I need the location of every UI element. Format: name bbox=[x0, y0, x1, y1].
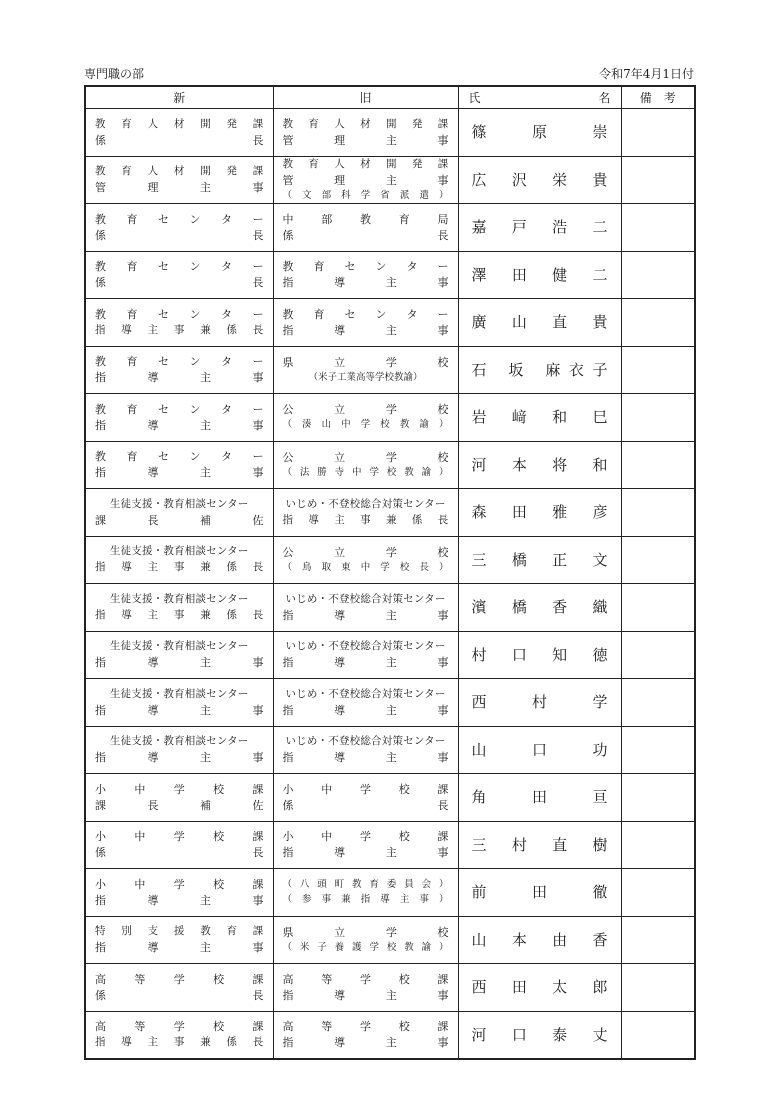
new-cell bbox=[85, 869, 273, 917]
table-row bbox=[85, 726, 695, 774]
name-cell bbox=[458, 251, 621, 299]
col-header-name bbox=[458, 86, 621, 109]
table-row bbox=[85, 299, 695, 347]
new-cell bbox=[85, 679, 273, 727]
new-cell-content bbox=[86, 830, 273, 859]
new-cell-content bbox=[86, 925, 273, 954]
position-line: 指 導 主 事 bbox=[95, 941, 264, 955]
position-line: 生徒支援・教育相談センター bbox=[109, 497, 249, 510]
position-line: （ 法 勝 寺 中 学 校 教 諭 ） bbox=[282, 466, 449, 478]
table-row bbox=[85, 869, 695, 917]
old-cell-content bbox=[274, 688, 458, 717]
new-cell-content bbox=[86, 783, 273, 812]
name-cell bbox=[458, 1011, 621, 1059]
old-cell-content bbox=[274, 830, 458, 859]
name-cell-content bbox=[459, 787, 621, 807]
position-line: 高 等 学 校 課 bbox=[282, 1020, 449, 1034]
person-name: 石 坂 麻衣子 bbox=[471, 360, 608, 379]
position-line: 中 部 教 育 局 bbox=[282, 212, 449, 226]
name-cell bbox=[458, 584, 621, 632]
position-line: 小 中 学 校 課 bbox=[95, 782, 264, 796]
position-line: 教 育 人 材 開 発 課 bbox=[95, 165, 264, 178]
old-cell-content bbox=[274, 451, 458, 479]
new-cell bbox=[85, 584, 273, 632]
person-name: 山 本 由 香 bbox=[471, 930, 608, 949]
new-cell bbox=[85, 631, 273, 679]
position-line: 指 導 主 事 兼 係 長 bbox=[95, 323, 264, 336]
new-cell bbox=[85, 251, 273, 299]
remarks-cell bbox=[621, 964, 695, 1012]
remarks-cell bbox=[621, 109, 695, 157]
person-name: 嘉 戸 浩 二 bbox=[471, 218, 608, 237]
old-cell bbox=[273, 441, 458, 489]
remarks-cell bbox=[621, 821, 695, 869]
new-cell bbox=[85, 964, 273, 1012]
personnel-table bbox=[84, 85, 696, 1060]
position-line: （ 鳥 取 東 中 学 校 長 ） bbox=[282, 561, 449, 573]
page-title: 専門職の部 bbox=[84, 67, 145, 81]
table-row bbox=[85, 441, 695, 489]
position-line: 高 等 学 校 課 bbox=[95, 972, 264, 986]
name-cell-content bbox=[459, 407, 621, 427]
person-name: 河 本 将 和 bbox=[471, 455, 608, 474]
position-line: 高 等 学 校 課 bbox=[95, 1020, 264, 1034]
person-name: 前 田 徹 bbox=[471, 883, 608, 902]
name-cell bbox=[458, 916, 621, 964]
position-line: 指 導 主 事 bbox=[282, 608, 449, 622]
person-name: 角 田 亘 bbox=[471, 788, 608, 807]
position-line: 小 中 学 校 課 bbox=[95, 830, 264, 844]
new-cell bbox=[85, 346, 273, 394]
remarks-cell bbox=[621, 536, 695, 584]
position-line: 指 導 主 事 兼 係 長 bbox=[95, 1036, 264, 1049]
table-row bbox=[85, 489, 695, 537]
col-header-remarks bbox=[621, 86, 695, 109]
table-row bbox=[85, 346, 695, 394]
new-cell-content bbox=[86, 735, 273, 764]
position-line: 教 育 セ ン タ ー bbox=[95, 402, 264, 416]
name-cell bbox=[458, 394, 621, 442]
position-line: 指 導 主 事 bbox=[95, 466, 264, 480]
position-line: 教 育 セ ン タ ー bbox=[95, 450, 264, 464]
name-cell-content bbox=[459, 930, 621, 950]
table-row bbox=[85, 584, 695, 632]
document-header bbox=[84, 66, 694, 82]
position-line: （米子工業高等学校教諭） bbox=[308, 371, 423, 383]
new-cell bbox=[85, 299, 273, 347]
old-cell bbox=[273, 679, 458, 727]
new-cell bbox=[85, 204, 273, 252]
position-line: 公 立 学 校 bbox=[282, 545, 449, 559]
old-cell bbox=[273, 1011, 458, 1059]
person-name: 濱 橋 香 織 bbox=[471, 598, 608, 617]
remarks-cell bbox=[621, 489, 695, 537]
old-cell-content bbox=[274, 260, 458, 289]
position-line: 教 育 セ ン タ ー bbox=[95, 307, 264, 321]
new-cell-content bbox=[86, 118, 273, 147]
old-cell-content bbox=[274, 308, 458, 337]
name-cell-content bbox=[459, 122, 621, 142]
old-cell-content bbox=[274, 735, 458, 764]
position-line: 生徒支援・教育相談センター bbox=[109, 545, 249, 558]
new-cell bbox=[85, 1011, 273, 1059]
old-cell-content bbox=[274, 1020, 458, 1049]
old-cell-content bbox=[274, 640, 458, 669]
name-cell-content bbox=[459, 835, 621, 855]
table-row bbox=[85, 251, 695, 299]
position-line: 係 長 bbox=[95, 133, 264, 147]
old-cell bbox=[273, 869, 458, 917]
position-line: 教 育 人 材 開 発 課 bbox=[95, 117, 264, 130]
position-line: 公 立 学 校 bbox=[282, 450, 449, 464]
name-cell bbox=[458, 726, 621, 774]
position-line: いじめ・不登校総合対策センター bbox=[285, 735, 446, 748]
name-cell-content bbox=[459, 882, 621, 902]
position-line: 管 理 主 事 bbox=[95, 181, 264, 195]
position-line: 小 中 学 校 課 bbox=[95, 877, 264, 891]
old-cell-content bbox=[274, 783, 458, 812]
name-cell bbox=[458, 156, 621, 204]
name-cell bbox=[458, 679, 621, 727]
position-line: 特 別 支 援 教 育 課 bbox=[95, 925, 264, 938]
position-line: （ 文 部 科 学 省 派 遣 ） bbox=[282, 189, 449, 201]
name-cell-content bbox=[459, 740, 621, 760]
position-line: 指 導 主 事 bbox=[282, 276, 449, 290]
position-line: 係 長 bbox=[282, 228, 449, 242]
position-line: （ 参 事 兼 指 導 主 事 ） bbox=[282, 893, 449, 905]
position-line: 指 導 主 事 bbox=[282, 988, 449, 1002]
old-cell-content bbox=[274, 118, 458, 147]
new-cell-content bbox=[86, 213, 273, 242]
remarks-cell bbox=[621, 584, 695, 632]
position-line: 指 導 主 事 bbox=[95, 893, 264, 907]
table-row bbox=[85, 631, 695, 679]
name-cell bbox=[458, 869, 621, 917]
remarks-cell bbox=[621, 299, 695, 347]
new-cell bbox=[85, 156, 273, 204]
position-line: いじめ・不登校総合対策センター bbox=[285, 497, 446, 510]
position-line: 教 育 人 材 開 発 課 bbox=[282, 117, 449, 130]
person-name: 三 村 直 樹 bbox=[471, 835, 608, 854]
old-cell-content bbox=[274, 546, 458, 574]
name-cell bbox=[458, 204, 621, 252]
position-line: 係 長 bbox=[95, 988, 264, 1002]
position-line: 指 導 主 事 bbox=[95, 703, 264, 717]
remarks-cell bbox=[621, 204, 695, 252]
position-line: 小 中 学 校 課 bbox=[282, 782, 449, 796]
new-cell bbox=[85, 536, 273, 584]
position-line: 生徒支援・教育相談センター bbox=[109, 687, 249, 700]
name-cell bbox=[458, 964, 621, 1012]
position-line: 指 導 主 事 兼 係 長 bbox=[95, 561, 264, 574]
position-line: 係 長 bbox=[95, 228, 264, 242]
person-name: 篠 原 崇 bbox=[471, 123, 608, 142]
name-cell bbox=[458, 631, 621, 679]
name-cell-content bbox=[459, 1025, 621, 1045]
new-cell bbox=[85, 726, 273, 774]
position-line: 小 中 学 校 課 bbox=[282, 830, 449, 844]
name-cell bbox=[458, 441, 621, 489]
position-line: 指 導 主 事 bbox=[95, 656, 264, 670]
position-line: 教 育 セ ン タ ー bbox=[282, 307, 449, 321]
name-cell-content bbox=[459, 312, 621, 332]
position-line: 指 導 主 事 bbox=[95, 418, 264, 432]
old-cell bbox=[273, 631, 458, 679]
position-line: 教 育 セ ン タ ー bbox=[282, 260, 449, 274]
position-line: 係 長 bbox=[95, 276, 264, 290]
position-line: 課 長 補 佐 bbox=[95, 798, 264, 812]
old-cell-content bbox=[274, 926, 458, 954]
name-cell-content bbox=[459, 645, 621, 665]
table-row bbox=[85, 394, 695, 442]
position-line: いじめ・不登校総合対策センター bbox=[285, 640, 446, 653]
col-header-new bbox=[85, 86, 273, 109]
date-label: 令和7年4月1日付 bbox=[599, 67, 694, 81]
table-row bbox=[85, 204, 695, 252]
old-cell bbox=[273, 536, 458, 584]
remarks-cell bbox=[621, 346, 695, 394]
position-line: 公 立 学 校 bbox=[282, 403, 449, 417]
person-name: 三 橋 正 文 bbox=[471, 550, 608, 569]
old-cell bbox=[273, 204, 458, 252]
old-cell-content bbox=[274, 973, 458, 1002]
remarks-cell bbox=[621, 441, 695, 489]
new-cell bbox=[85, 441, 273, 489]
name-cell-content bbox=[459, 265, 621, 285]
new-cell-content bbox=[86, 545, 273, 574]
position-line: 係 長 bbox=[282, 798, 449, 812]
position-line: 教 育 セ ン タ ー bbox=[95, 212, 264, 226]
new-cell-content bbox=[86, 640, 273, 669]
new-cell bbox=[85, 916, 273, 964]
name-cell-content bbox=[459, 455, 621, 475]
table-row bbox=[85, 964, 695, 1012]
new-cell-content bbox=[86, 403, 273, 432]
position-line: いじめ・不登校総合対策センター bbox=[285, 687, 446, 700]
col-header-remarks-label: 備 考 bbox=[639, 91, 676, 105]
col-header-old-label: 旧 bbox=[359, 91, 372, 105]
table-body bbox=[85, 109, 695, 1060]
position-line: 指 導 主 事 兼 係 長 bbox=[95, 608, 264, 621]
old-cell-content bbox=[274, 356, 458, 384]
name-cell bbox=[458, 489, 621, 537]
table-row bbox=[85, 109, 695, 157]
position-line: 生徒支援・教育相談センター bbox=[109, 640, 249, 653]
new-cell bbox=[85, 774, 273, 822]
old-cell bbox=[273, 109, 458, 157]
old-cell-content bbox=[274, 158, 458, 202]
position-line: 指 導 主 事 bbox=[282, 703, 449, 717]
person-name: 広 沢 栄 貴 bbox=[471, 170, 608, 189]
name-cell-content bbox=[459, 692, 621, 712]
remarks-cell bbox=[621, 774, 695, 822]
table-row bbox=[85, 1011, 695, 1059]
table-row bbox=[85, 156, 695, 204]
name-cell bbox=[458, 821, 621, 869]
new-cell-content bbox=[86, 498, 273, 527]
old-cell-content bbox=[274, 593, 458, 622]
position-line: 指 導 主 事 兼 係 長 bbox=[282, 513, 449, 526]
position-line: 高 等 学 校 課 bbox=[282, 972, 449, 986]
name-cell bbox=[458, 774, 621, 822]
remarks-cell bbox=[621, 631, 695, 679]
person-name: 西 村 学 bbox=[471, 693, 608, 712]
old-cell-content bbox=[274, 498, 458, 527]
old-cell bbox=[273, 299, 458, 347]
new-cell bbox=[85, 394, 273, 442]
position-line: 教 育 セ ン タ ー bbox=[95, 260, 264, 274]
old-cell bbox=[273, 774, 458, 822]
position-line: 県 立 学 校 bbox=[282, 925, 449, 939]
name-cell-content bbox=[459, 550, 621, 570]
header-row bbox=[85, 86, 695, 109]
position-line: 指 導 主 事 bbox=[95, 371, 264, 385]
new-cell-content bbox=[86, 973, 273, 1002]
old-cell bbox=[273, 394, 458, 442]
new-cell-content bbox=[86, 260, 273, 289]
col-header-new-label: 新 bbox=[173, 91, 186, 105]
person-name: 山 口 功 bbox=[471, 740, 608, 759]
name-cell-content bbox=[459, 217, 621, 237]
person-name: 西 田 太 郎 bbox=[471, 978, 608, 997]
table-row bbox=[85, 774, 695, 822]
table-row bbox=[85, 536, 695, 584]
old-cell bbox=[273, 916, 458, 964]
new-cell-content bbox=[86, 878, 273, 907]
new-cell-content bbox=[86, 355, 273, 384]
remarks-cell bbox=[621, 156, 695, 204]
new-cell-content bbox=[86, 450, 273, 479]
table-header bbox=[85, 86, 695, 109]
col-header-old bbox=[273, 86, 458, 109]
old-cell-content bbox=[274, 403, 458, 431]
person-name: 森 田 雅 彦 bbox=[471, 503, 608, 522]
remarks-cell bbox=[621, 726, 695, 774]
old-cell bbox=[273, 821, 458, 869]
remarks-cell bbox=[621, 679, 695, 727]
position-line: 課 長 補 佐 bbox=[95, 513, 264, 527]
col-header-name-label: 氏 名 bbox=[468, 91, 611, 105]
old-cell bbox=[273, 346, 458, 394]
new-cell bbox=[85, 109, 273, 157]
position-line: 指 導 主 事 bbox=[282, 751, 449, 765]
person-name: 村 口 知 徳 bbox=[471, 645, 608, 664]
position-line: 県 立 学 校 bbox=[282, 355, 449, 369]
old-cell-content bbox=[274, 879, 458, 906]
position-line: 管 理 主 事 bbox=[282, 173, 449, 187]
position-line: 教 育 セ ン タ ー bbox=[95, 355, 264, 369]
new-cell bbox=[85, 821, 273, 869]
remarks-cell bbox=[621, 394, 695, 442]
name-cell-content bbox=[459, 170, 621, 190]
old-cell bbox=[273, 489, 458, 537]
person-name: 河 口 泰 丈 bbox=[471, 1025, 608, 1044]
remarks-cell bbox=[621, 869, 695, 917]
name-cell bbox=[458, 346, 621, 394]
name-cell-content bbox=[459, 597, 621, 617]
table-row bbox=[85, 821, 695, 869]
position-line: 指 導 主 事 bbox=[282, 846, 449, 860]
name-cell bbox=[458, 109, 621, 157]
position-line: 指 導 主 事 bbox=[282, 323, 449, 337]
position-line: （ 米 子 養 護 学 校 教 諭 ） bbox=[282, 941, 449, 953]
position-line: 指 導 主 事 bbox=[282, 656, 449, 670]
new-cell-content bbox=[86, 688, 273, 717]
position-line: 教 育 人 材 開 発 課 bbox=[282, 157, 449, 170]
name-cell bbox=[458, 299, 621, 347]
position-line: 指 導 主 事 bbox=[282, 1036, 449, 1050]
person-name: 澤 田 健 二 bbox=[471, 265, 608, 284]
remarks-cell bbox=[621, 1011, 695, 1059]
position-line: 生徒支援・教育相談センター bbox=[109, 735, 249, 748]
table-row bbox=[85, 679, 695, 727]
table-row bbox=[85, 916, 695, 964]
remarks-cell bbox=[621, 916, 695, 964]
position-line: 生徒支援・教育相談センター bbox=[109, 592, 249, 605]
new-cell bbox=[85, 489, 273, 537]
old-cell bbox=[273, 156, 458, 204]
new-cell-content bbox=[86, 165, 273, 194]
name-cell bbox=[458, 536, 621, 584]
remarks-cell bbox=[621, 251, 695, 299]
position-line: 管 理 主 事 bbox=[282, 133, 449, 147]
name-cell-content bbox=[459, 360, 621, 380]
position-line: （ 湊 山 中 学 校 教 諭 ） bbox=[282, 419, 449, 431]
position-line: 係 長 bbox=[95, 846, 264, 860]
position-line: （ 八 頭 町 教 育 委 員 会 ） bbox=[282, 878, 449, 890]
person-name: 廣 山 直 貴 bbox=[471, 313, 608, 332]
person-name: 岩 﨑 和 巳 bbox=[471, 408, 608, 427]
old-cell-content bbox=[274, 213, 458, 242]
new-cell-content bbox=[86, 308, 273, 337]
position-line: いじめ・不登校総合対策センター bbox=[285, 592, 446, 605]
position-line: 指 導 主 事 bbox=[95, 751, 264, 765]
old-cell bbox=[273, 964, 458, 1012]
name-cell-content bbox=[459, 502, 621, 522]
new-cell-content bbox=[86, 593, 273, 622]
old-cell bbox=[273, 251, 458, 299]
name-cell-content bbox=[459, 977, 621, 997]
old-cell bbox=[273, 726, 458, 774]
new-cell-content bbox=[86, 1020, 273, 1049]
old-cell bbox=[273, 584, 458, 632]
